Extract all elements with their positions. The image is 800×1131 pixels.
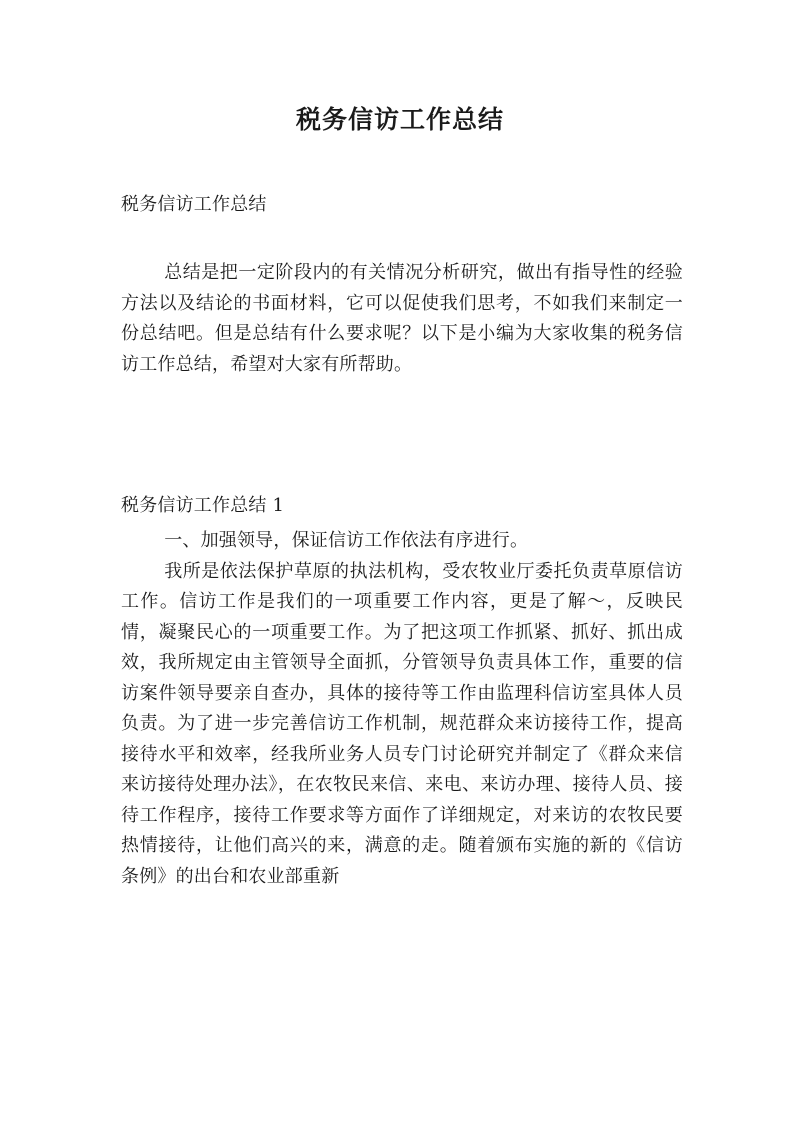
body-paragraphs xyxy=(121,526,683,892)
paragraph-2: 我所是依法保护草原的执法机构，受农牧业厅委托负责草原信访工作。信访工作是我们的一项重要工作内容，更是了解～，反映民情，凝聚民心的一项重要工作。为了把这项工作抓紧、抓好、抓出成效，我所规定由主管领导全面抓，分管领导负责具体工作，重要的信访案件领导要亲自查办，具体的接待等工作由监理科信访室具体人员负责。为了进一步完善信访工作机制，规范群众来访接待工作，提高接待水平和效率，经我所业务人员专门讨论研究并制定了《群众来信来访接待处理办法》，在农牧民来信、来电、来访办理、接待人员、接待工作程序，接待工作要求等方面作了详细规定，对来访的农牧民要热情接待，让他们高兴的来，满意的走。随着颁布实施的新的《信访条例》的出台和农业部重新 xyxy=(121,560,683,887)
page-title: 税务信访工作总结 xyxy=(295,105,504,134)
paragraph-1: 一、加强领导，保证信访工作依法有序进行。 xyxy=(164,530,529,551)
document-subtitle: 税务信访工作总结 xyxy=(121,194,267,215)
section-heading: 税务信访工作总结 1 xyxy=(121,495,285,516)
intro-paragraph: 总结是把一定阶段内的有关情况分析研究，做出有指导性的经验方法以及结论的书面材料，它可以促使我们思考，不如我们来制定一份总结吧。但是总结有什么要求呢？以下是小编为大家收集的税务信访工作总结，希望对大家有所帮助。 xyxy=(121,262,683,375)
